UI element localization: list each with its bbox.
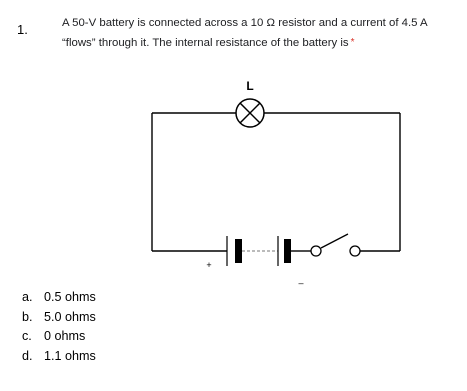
battery-symbol (227, 236, 305, 266)
switch-symbol (311, 234, 360, 256)
option-letter: d. (22, 348, 33, 363)
option-letter: c. (22, 329, 32, 343)
minus-label: – (298, 278, 304, 288)
option-letter: a. (22, 290, 33, 304)
required-asterisk: * (350, 37, 355, 48)
option-letter: b. (22, 309, 33, 324)
question-text-line-2-content: “flows” through it. The internal resistance of the battery is (62, 37, 349, 49)
circuit-wires (152, 113, 400, 251)
question-text-line-1: A 50-V battery is connected across a 10 Ω resistor and a current of 4.5 A (62, 17, 428, 29)
plus-label: + (206, 260, 212, 270)
option-text: 0.5 ohms (44, 290, 96, 304)
option-text: 1.1 ohms (44, 348, 96, 363)
lamp-symbol (236, 99, 264, 127)
option-text: 5.0 ohms (44, 309, 96, 324)
question-number: 1. (17, 22, 28, 37)
lamp-label: L (246, 79, 254, 93)
option-text: 0 ohms (44, 329, 86, 343)
